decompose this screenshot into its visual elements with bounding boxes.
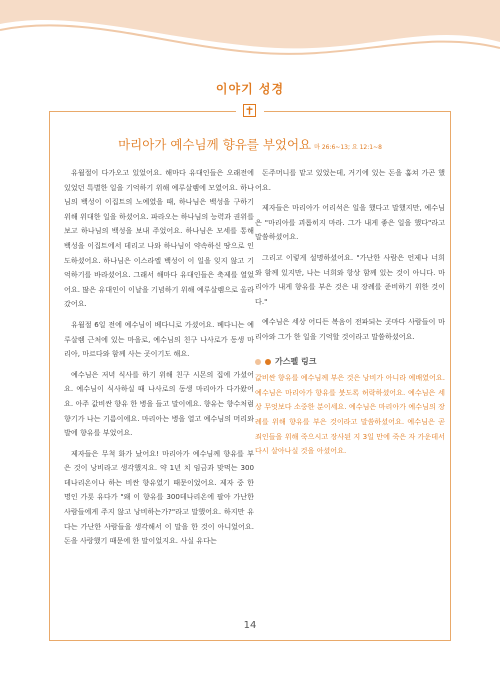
decorative-wave-banner [0, 0, 500, 64]
paragraph: 그리고 이렇게 설명하셨어요. "가난한 사람은 언제나 너희와 함께 있지만, 나는 너희와 항상 함께 있는 것이 아니다. 마리아가 내게 향유를 부은 것은 내 장례를 준비하기 위한 것이다." [255, 252, 445, 306]
gospel-link-heading [255, 355, 445, 370]
gospel-link-title: 가스펠 링크 [275, 356, 317, 366]
bullet-dot-icon [265, 359, 271, 365]
bullet-dot-icon [255, 359, 261, 365]
scripture-reference: 마 26:6~13; 요 12:1~8 [314, 144, 382, 151]
page-number: 14 [243, 620, 257, 631]
gospel-link-box [255, 355, 445, 459]
cross-icon [243, 104, 256, 117]
story-headline [60, 134, 440, 153]
paragraph: 예수님은 저녁 식사를 하기 위해 친구 시몬의 집에 가셨어요. 예수님이 식사하실 때 나사로의 동생 마리아가 다가왔어요. 아주 값비싼 향유 한 병을 들고 말이에요. 향유는 향수처럼 향기가 나는 기름이에요. 마리아는 병을 열고 예수님의 머리와 발에 향유를 부었어요. [64, 369, 254, 438]
gospel-link-body: 값비싼 향유를 예수님께 부은 것은 낭비가 아니라 예배였어요. 예수님은 마리아가 향유를 붓도록 허락하셨어요. 예수님은 세상 무엇보다 소중한 분이세요. 예수님은 마리아가 예수님의 장례를 위해 향유를 부은 것이라고 말씀하셨어요. 예수님은 곧 죄인들을 위해 죽으시고 장사된 지 3일 만에 죽은 자 가운데서 다시 살아나실 것을 아셨어요. [255, 373, 445, 456]
right-column [255, 166, 445, 459]
paragraph: 유월절 6일 전에 예수님이 베다니로 가셨어요. 베다니는 예루살렘 근처에 있는 마을로, 예수님의 친구 나사로가 동생 마리아, 마르다와 함께 사는 곳이기도 해요. [64, 319, 254, 359]
paragraph: 유월절이 다가오고 있었어요. 해마다 유대인들은 오래전에 있었던 특별한 일을 기억하기 위해 예루살렘에 모였어요. 하나님의 백성이 이집트의 노예였을 때, 하나님은 백성을 구하기 위해 위대한 일을 하셨어요. 파라오는 하나님의 능력과 권위를 보고 하나님의 백성을 보내 주었어요. 하나님은 모세를 통해 백성을 이집트에서 데리고 나와 하나님이 약속하신 땅으로 인도하셨어요. 하나님은 이스라엘 백성이 이 일을 잊지 않고 기억하기를 바라셨어요. 그래서 해마다 유대인들은 축제를 열었어요. 많은 유대인이 이날을 기념하기 위해 예루살렘으로 올라갔어요. [64, 168, 254, 309]
paragraph: 제자들은 마리아가 어리석은 일을 했다고 말했지만, 예수님은 "마리아를 괴롭히지 마라. 그가 내게 좋은 일을 했다"라고 말씀하셨어요. [255, 203, 445, 242]
section-title: 이야기 성경 [215, 82, 285, 96]
story-title: 마리아가 예수님께 향유를 부었어요 [118, 137, 312, 152]
left-column [64, 166, 254, 555]
paragraph: 예수님은 세상 어디든 복음이 전파되는 곳마다 사람들이 마리아와 그가 한 일을 기억할 것이라고 말씀하셨어요. [255, 317, 445, 341]
paragraph: 돈주머니를 맡고 있었는데, 거기에 있는 돈을 훔쳐 가곤 했어요. [255, 168, 445, 192]
paragraph: 제자들은 무척 화가 났어요! 마리아가 예수님께 향유를 부은 것이 낭비라고 생각했지요. 약 1년 치 임금과 맞먹는 300데나리온이나 하는 비싼 향유였기 때문이었어요. 제자 중 한 명인 가룟 유다가 "왜 이 향유를 300데나리온에 팔아 가난한 사람들에게 주지 않고 낭비하는가?"라고 말했어요. 하지만 유다는 가난한 사람들을 생각해서 이 말을 한 것이 아니었어요. 돈을 사랑했기 때문에 한 말이었지요. 사실 유다는 [64, 448, 254, 546]
